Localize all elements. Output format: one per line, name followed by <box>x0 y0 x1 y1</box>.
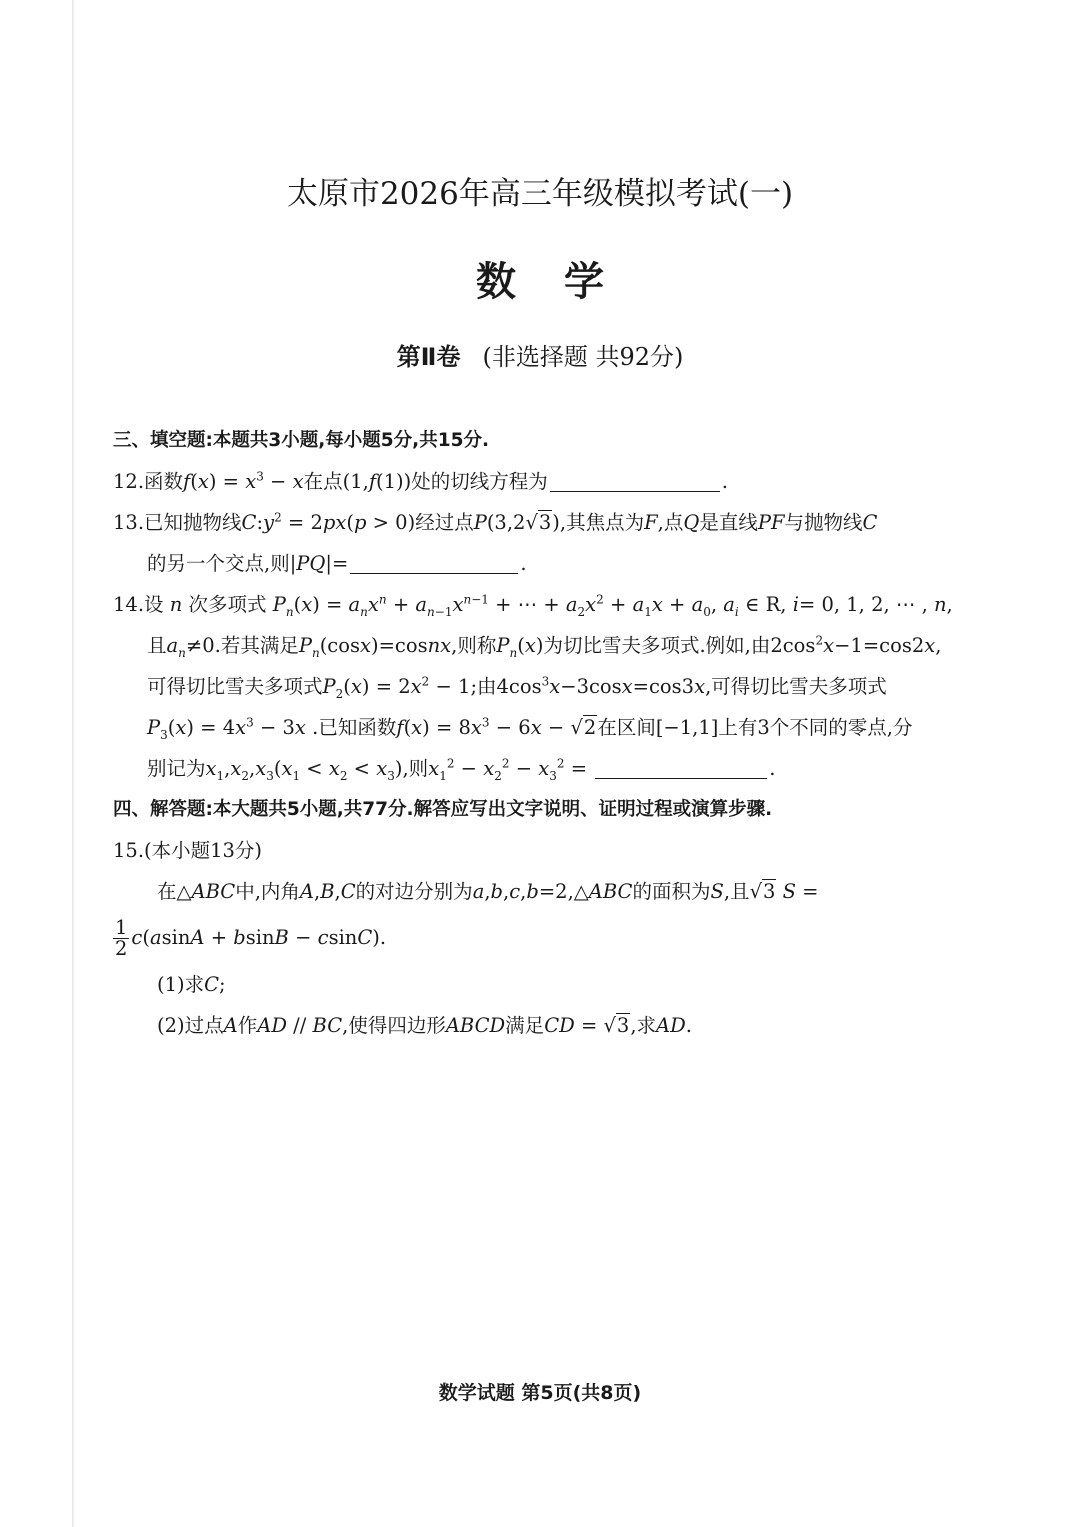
question-14-line-2: 且$a_n\ne 0$.若其满足$P_n(\cos x)=cosnx$,则称$P_n(x)$为切比雪夫多项式.例如,由$2\cos^2x-1=\cos 2x$, <box>147 633 942 660</box>
fraction-one-half: $\frac{1}{2}$ <box>115 916 128 960</box>
volume-note: (非选择题 共92分) <box>482 343 684 371</box>
question-number: 15. <box>113 839 145 862</box>
page-footer: 数学试题 第5页(共8页) <box>438 1382 642 1404</box>
question-points: (本小题13分) <box>144 839 263 862</box>
answer-blank[interactable] <box>595 754 767 779</box>
question-15-header <box>113 830 953 871</box>
question-15-part-2: (2)过点A作AD // BC,使得四边形ABCD满足CD = √3,求AD. <box>157 1014 692 1037</box>
question-number: 12. <box>113 470 145 493</box>
volume-label: 第Ⅱ卷 <box>396 343 461 371</box>
answer-blank[interactable] <box>350 549 518 574</box>
section-3-heading: 三、填空题:本题共3小题,每小题5分,共15分. <box>113 430 489 451</box>
question-14-line-4: $P_3(x) = 4x^3 - 3x$ .已知函数$f(x) = 8x^3 - 6x - √2$在区间[−1,1]上有3个不同的零点,分 <box>147 715 913 742</box>
volume-line <box>0 337 1080 372</box>
question-14-line-3: 可得切比雪夫多项式$P_2(x) = 2x^2 - 1$;由$4\cos^3x-3\cos x=\cos 3x$,可得切比雪夫多项式 <box>147 674 887 701</box>
question-13-line-2: 的另一个交点,则|PQ|= . <box>113 543 953 584</box>
question-number: 13. <box>113 511 145 534</box>
scan-edge-shadow <box>72 0 74 1527</box>
question-14-line-1: 14.设 n 次多项式 $P_n(x) = a_nx^n + a_{n-1}x^{n-1}$ + ⋯ + $a_2x^2 + a_1x + a_0$, $a_i$ ∈ R, i= 0, 1, 2, ⋯ , n, <box>113 592 953 619</box>
answer-blank[interactable] <box>550 467 720 492</box>
section-4-heading: 四、解答题:本大题共5小题,共77分.解答应写出文字说明、证明过程或演算步骤. <box>113 799 773 820</box>
question-12: 12.函数$f(x) = x^3 - x$在点(1,f(1))处的切线方程为 . <box>113 461 953 502</box>
question-15-line-1: 在△ABC中,内角A,B,C的对边分别为a,b,c,b=2,△ABC的面积为S,且√3 S = <box>157 880 819 903</box>
question-14-line-5: 别记为$x_1,x_2,x_3(x_1 < x_2 < x_3)$,则$x_1^2 - x_2^2 - x_3^2$ = . <box>113 748 953 789</box>
exam-title: 太原市2026年高三年级模拟考试(一) <box>286 176 794 212</box>
subject-title: 数学 <box>476 259 652 305</box>
question-number: 14. <box>113 593 145 616</box>
question-15-part-1: (1)求C; <box>157 973 226 996</box>
exam-content <box>113 420 953 1046</box>
question-15-line-2: $\frac{1}{2}$ c(asinA + bsinB − csinC). <box>115 916 387 960</box>
question-13-line-1: 13.已知抛物线$C:y^2 = 2px(p > 0)$经过点P(3,2√3),其焦点为F,点Q是直线PF与抛物线C <box>113 510 878 534</box>
